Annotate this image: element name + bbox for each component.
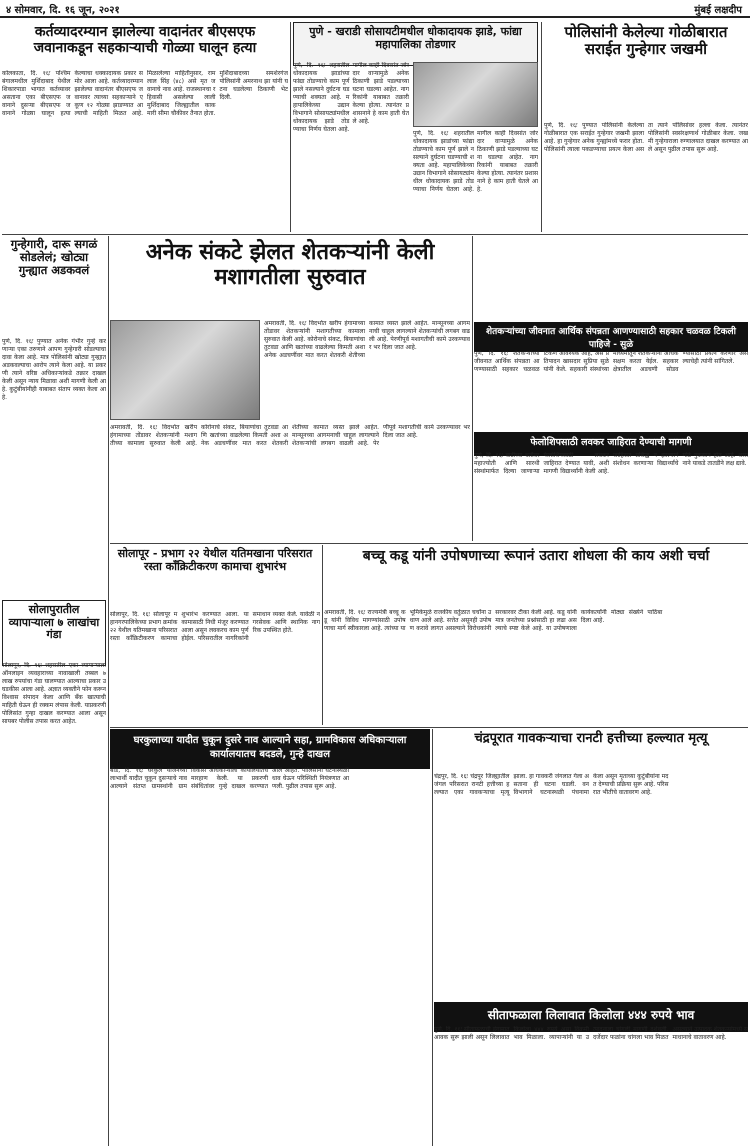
headline: सोलापूर - प्रभाग २२ येथील यतिमखाना परिसरात रस्ता कॉंक्रिटीकरण कामाचा शुभारंभ — [117, 547, 313, 573]
page-header — [0, 0, 750, 18]
article-body: पुणे, दि. १६ः शहरातील धोकादायक झाडांच्या फांद्या तोडण्याचे काम पूर्ण झाले नसल्याने दुर्घटना घडण्याची शक्यता आहे. महापालिकेच्या उद्यान विभागाने सोसायट्यांमधील धोकादायक झाडे तोडण्याचा निर्णय घेतला आहे. मागील काही दिवसांत जोरदार वाऱ्यामुळे अनेक ठिकाणी झाडे पडल्याच्या घटना घडल्या आहेत. नागरिकांनी याबाबत तक्रारी केल्या होत्या. त्यानंतर प्रशासनाने हे काम हाती घेतले आहे. — [293, 62, 409, 133]
headline: चंद्रपूरात गावकऱ्याचा रानटी हत्तीच्या हल्ल्यात मृत्यू — [474, 731, 708, 746]
header-date: ४ सोमवार, दि. १६ जून, २०२१ — [6, 5, 120, 16]
farming-photo — [110, 320, 260, 420]
article-fellowship — [474, 432, 748, 540]
tree-photo — [413, 62, 538, 127]
article-police — [544, 22, 748, 232]
headline: पोलिसांनी केलेल्या गोळीबारात सराईत गुन्हेगार जखमी — [564, 23, 728, 59]
article-body: पुणे, दि. १६ः बार्टीच्या धर्तीवर महाज्योती आणि सारथी संस्थांमार्फत दिल्या जाणाऱ्या फेलोशिपसाठी लवकर जाहिरात देण्यात यावी, अशी मागणी विद्यार्थ्यांनी केली आहे. जाहिरात प्रसिद्ध न झाल्याने संशोधन करणाऱ्या विद्यार्थ्यांचे मोठे नुकसान होत आहे. शासनाने याकडे तातडीने लक्ष द्यावे. — [474, 452, 748, 475]
article-body: अमरावती, दि. १६ः विदर्भात खरीप हंगामाच्या तोंडावर शेतकऱ्यांनी मशागतीच्या कामाला सुरुवात केली आहे. कोरोनाचे संकट, बियाणांचा तुटवडा आणि खतांच्या वाढलेल्या किमती अशा अनेक अडचणींवर मात करत शेतकरी शेतीच्या कामात व्यस्त झाले आहेत. मान्सूनच्या आगमनाची चाहूल लागल्याने शेतकऱ्यांची लगबग वाढली आहे. पेरणीपूर्व मशागतीची कामे उरकण्यावर भर दिला जात आहे. — [264, 320, 470, 359]
article-body-cont: अमरावती, दि. १६ः विदर्भात खरीप हंगामाच्या तोंडावर शेतकऱ्यांनी मशागतीच्या कामाला सुरुवात केली आहे. कोरोनाचे संकट, बियाणांचा तुटवडा आणि खतांच्या वाढलेल्या किमती अशा अनेक अडचणींवर मात करत शेतकरी शेतीच्या कामात व्यस्त झाले आहेत. मान्सूनच्या आगमनाची चाहूल लागल्याने शेतकऱ्यांची लगबग वाढली आहे. पेरणीपूर्व मशागतीची कामे उरकण्यावर भर दिला जात आहे. — [110, 424, 470, 447]
article-cooperative — [474, 322, 748, 430]
headline-banner: शेतकऱ्यांच्या जीवनात आर्थिक संपन्नता आणण्यासाठी सहकार चळवळ टिकली पाहिजे - सुळे — [474, 322, 748, 352]
headline: अनेक संकटे झेलत शेतकऱ्यांनी केली मशागतीला सुरुवात — [145, 240, 435, 291]
headline: गुन्हेगारी, दारू सगळं सोडलेलं; खोट्या गुन्ह्यात अडकवलं — [10, 237, 98, 278]
headline: कर्तव्यादरम्यान झालेल्या वादानंतर बीएसएफ जवानाकडून सहकाऱ्याची गोळ्या घालून हत्या — [33, 24, 257, 57]
article-body: अमरावती, दि. १६ः राज्यमंत्री बच्चू कडू यांनी विविध मागण्यांसाठी उपोषणाचा मार्ग स्वीकारला आहे. त्यांच्या या भूमिकेमुळे राजकीय वर्तुळात चर्चांना उधाण आले आहे. सत्तेत असूनही उपोषण करावे लागत असल्याने विरोधकांनी सरकारवर टीका केली आहे. कडू यांनी मात्र जनतेच्या प्रश्नांसाठी हा लढा असल्याचे स्पष्ट केले आहे. या उपोषणाला कार्यकर्त्यांनी मोठ्या संख्येने पाठिंबा दिला आहे. — [324, 609, 663, 632]
article-bsf — [2, 22, 288, 232]
article-body: पुणे, दि. १६ः शेतकऱ्यांच्या जीवनात आर्थिक संपन्नता आणण्यासाठी सहकार चळवळ टिकणे आवश्यक आहे, असे प्रतिपादन खासदार सुप्रिया सुळे यांनी केले. सहकारी संस्थांच्या माध्यमातून शेतकऱ्यांना अधिक सक्षम करता येईल. सहकार क्षेत्रातील अडचणी सोडवण्यासाठी प्रयत्न करणार असल्याचेही त्यांनी सांगितले. — [474, 350, 748, 373]
headline-banner: घरकुलाच्या यादीत चुकून दुसरे नाव आल्याने सहा, ग्रामविकास अधिकाऱ्याला कार्यालयातच बदडले, गुन्हे दाखल — [110, 729, 430, 769]
article-elephant — [434, 729, 748, 999]
article-body: सोलापूर, दि. १६ः सोलापूर महानगरपालिकेच्या प्रभाग क्रमांक २२ येथील यतिमखाना परिसरात रस्ता कॉंक्रिटीकरण कामाचा शुभारंभ करण्यात आला. या कामासाठी निधी मंजूर करण्यात आला असून लवकरच काम पूर्ण होईल. परिसरातील नागरिकांनी समाधान व्यक्त केले. यावेळी नगरसेवक आणि स्थानिक नागरिक उपस्थित होते. — [110, 611, 320, 642]
headline-banner: सीताफळाला लिलावात किलोला ४४४ रुपये भाव — [434, 1002, 748, 1032]
headline: बच्चू कडू यांनी उपोषणाच्या रूपानं उतारा शोधला की काय अशी चर्चा — [362, 548, 710, 564]
article-road — [110, 545, 320, 725]
article-body: बीड, दि. १६ः घरकुल योजनेच्या लाभार्थी यादीत चुकून दुसऱ्याचे नाव आल्याने संतप्त ग्रामस्थांनी ग्रामविकास अधिकाऱ्याला कार्यालयातच मारहाण केली. या प्रकरणी संबंधितांवर गुन्हे दाखल करण्यात आले आहेत. पोलिसांनी घटनास्थळी धाव घेऊन परिस्थिती नियंत्रणात आणली. पुढील तपास सुरू आहे. — [110, 767, 349, 790]
masthead-name: मुंबई लक्षदीप — [694, 5, 742, 16]
article-solapur-fraud — [2, 600, 106, 1146]
article-body-cont: पुणे, दि. १६ः शहरातील धोकादायक झाडांच्या फांद्या तोडण्याचे काम पूर्ण झाले नसल्याने दुर्घटना घडण्याची शक्यता आहे. महापालिकेच्या उद्यान विभागाने सोसायट्यांमधील धोकादायक झाडे तोडण्याचा निर्णय घेतला आहे. मागील काही दिवसांत जोरदार वाऱ्यामुळे अनेक ठिकाणी झाडे पडल्याच्या घटना घडल्या आहेत. नागरिकांनी याबाबत तक्रारी केल्या होत्या. त्यानंतर प्रशासनाने हे काम हाती घेतले आहे. — [413, 130, 538, 193]
article-gram-vikas — [110, 729, 430, 1146]
article-crime — [2, 236, 106, 598]
article-body: सोलापूर, दि. १६ः शहरातील एका व्यापाऱ्याला ऑनलाइन व्यवहाराच्या नावाखाली तब्बल ७ लाख रुपयांचा गंडा घालण्यात आल्याचा प्रकार उघडकीस आला आहे. अज्ञात व्यक्तीने फोन करून विश्वास संपादन केला आणि बँक खात्याची माहिती घेऊन ही रक्कम लंपास केली. याप्रकरणी पोलिसांत गुन्हा दाखल करण्यात आला असून सायबर पोलीस तपास करत आहेत. — [2, 662, 106, 725]
article-body: पुणे, दि. १६ः सीताफळाची हंगामात आवक सुरू झाली असून लिलावात किलोला ४४४ रुपये असा विक्रमी भाव मिळाला. व्यापाऱ्यांनी या उत्पादनाला चांगली मागणी दर्शवली. दर्जेदार फळांना चांगला भाव मिळत असल्याने उत्पादक शेतकऱ्यांमध्ये समाधानाचे वातावरण आहे. — [434, 1026, 748, 1041]
article-body: चंद्रपूर, दि. १६ः चंद्रपूर जिल्ह्यातील जंगल परिसरात रानटी हत्तीच्या हल्ल्यात एका गावकऱ्याचा मृत्यू झाला. हा गावकरी जंगलात गेला असताना ही घटना घडली. वनविभागाने घटनास्थळी पंचनामा केला असून मृताच्या कुटुंबीयांना मदत देण्याची प्रक्रिया सुरू आहे. परिसरात भीतीचे वातावरण आहे. — [434, 773, 669, 796]
headline-banner: फेलोशिपसाठी लवकर जाहिरात देण्याची मागणी — [474, 432, 748, 456]
article-body: पुणे, दि. १६ः पुण्यात अनेक गंभीर गुन्हे करणाऱ्या एका तरुणाने आपण गुन्हेगारी सोडल्याचा दावा केला आहे. मात्र पोलिसांनी खोट्या गुन्ह्यात अडकवल्याचा आरोप त्याने केला आहे. या प्रकरणी त्याने वरिष्ठ अधिकाऱ्यांकडे तक्रार दाखल केली असून न्याय मिळावा अशी मागणी केली आहे. कुटुंबीयांनीही याबाबत संताप व्यक्त केला आहे. — [2, 338, 106, 401]
headline: पुणे - खराडी सोसायटीमधील धोकादायक झाडे, फांद्या महापालिका तोडणार — [293, 22, 538, 66]
article-pune-trees — [293, 22, 538, 232]
article-bachchu-kadu — [324, 545, 748, 725]
headline: सोलापुरातील व्यापाऱ्याला ७ लाखांचा गंडा — [2, 600, 106, 666]
article-body: कोलकाता, दि. १६ः पश्चिम बंगालमधील मुर्शिदाबाद येथील शिकारपाडा भागात कर्तव्यावर असताना एका बीएसएफ जवानाने दुसऱ्या बीएसएफ जवानाने गोळ्या घालून हत्या केल्याचा धक्कादायक प्रकार समोर आला आहे. कर्तव्यादरम्यान झालेल्या वादानंतर बीएसएफ जवानावर त्याच्या सहकाऱ्याने एकूण १२ गोळ्या झाडण्यात आल्याची माहिती मिळत आहे. मिळालेल्या माहितीनुसार, राम लाल सिंह (४८) असे मृत जवानाचे नाव आहे. राजस्थानचा रहिवासी असलेल्या लाली मुर्शिदाबाद जिल्ह्यातील काकमारी सीमा चौकीवर तैनात होता. मुर्शिदाबादच्या समशेरगंज पोलिसांनी अमरनाथ झा यांनी घटना घडलेल्या ठिकाणी भेट दिली. — [2, 70, 288, 117]
article-body: पुणे, दि. १६ः पुण्यात पोलिसांनी केलेल्या गोळीबारात एक सराईत गुन्हेगार जखमी झाला आहे. हा गुन्हेगार अनेक गुन्ह्यांमध्ये फरार होता. पोलिसांनी त्याला पकडण्याचा प्रयत्न केला असता त्याने पोलिसांवर हल्ला केला. त्यानंतर पोलिसांनी स्वसंरक्षणार्थ गोळीबार केला. जखमी गुन्हेगाराला रुग्णालयात दाखल करण्यात आले असून पुढील तपास सुरू आहे. — [544, 122, 748, 153]
article-sitafal — [434, 1002, 748, 1146]
article-farmers — [110, 236, 470, 541]
